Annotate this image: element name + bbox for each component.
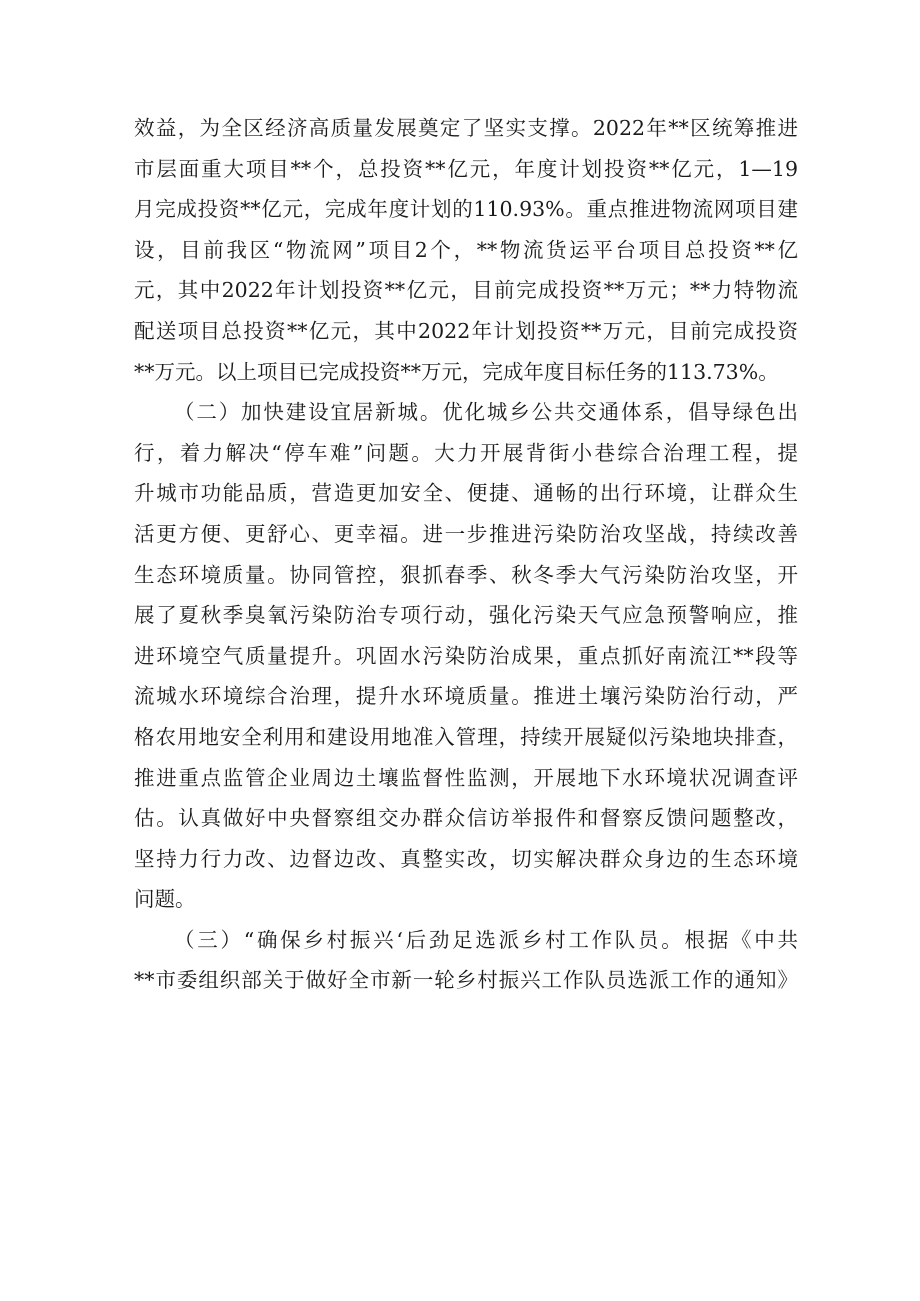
text-line: 推进重点监管企业周边土壤监督性监测，开展地下水环境状况调查评 (134, 765, 798, 790)
text-line: 问题。 (134, 887, 196, 912)
text-line: 月完成投资**亿元，完成年度计划的110.93%。重点推进物流网项目建 (134, 197, 798, 222)
text-line: **万元。以上项目已完成投资**万元，完成年度目标任务的113.73%。 (134, 359, 779, 384)
text-line: 进环境空气质量提升。巩固水污染防治成果，重点抓好南流江**段等 (134, 643, 798, 668)
text-line: 估。认真做好中央督察组交办群众信访举报件和督察反馈问题整改， (134, 806, 798, 831)
text-line: 展了夏秋季臭氧污染防治专项行动，强化污染天气应急预警响应，推 (134, 603, 798, 628)
text-line: 升城市功能品质，营造更加安全、便捷、通畅的出行环境，让群众生 (134, 481, 798, 506)
text-line: 效益，为全区经济高质量发展奠定了坚实支撑。2022年**区统筹推进 (134, 116, 798, 140)
text-line: （三）“确保乡村振兴‘后劲足选派乡村工作队员。根据《中共 (174, 927, 798, 952)
text-line: 格农用地安全利用和建设用地准入管理，持续开展疑似污染地块排查， (134, 724, 798, 749)
document-body (134, 108, 798, 1001)
text-line: 配送项目总投资**亿元，其中2022年计划投资**万元，目前完成投资 (134, 318, 798, 343)
text-line: 元，其中2022年计划投资**亿元，目前完成投资**万元；**力特物流 (134, 278, 798, 303)
text-line: （二）加快建设宜居新城。优化城乡公共交通体系，倡导绿色出 (174, 400, 798, 425)
text-line: 行，着力解决“停车难”问题。大力开展背街小巷综合治理工程，提 (134, 440, 798, 465)
text-line: 设，目前我区“物流网”项目2个，**物流货运平台项目总投资**亿 (134, 237, 798, 262)
text-line: 市层面重大项目**个，总投资**亿元，年度计划投资**亿元，1—19 (134, 156, 798, 181)
text-line: 生态环境质量。协同管控，狠抓春季、秋冬季大气污染防治攻坚，开 (134, 562, 798, 587)
text-line: 流城水环境综合治理，提升水环境质量。推进土壤污染防治行动，严 (134, 684, 798, 709)
text-line: **市委组织部关于做好全市新一轮乡村振兴工作队员选派工作的通知》 (134, 968, 798, 993)
text-line: 坚持力行力改、边督边改、真整实改，切实解决群众身边的生态环境 (134, 846, 798, 871)
text-line: 活更方便、更舒心、更幸福。进一步推进污染防治攻坚战，持续改善 (134, 521, 798, 546)
